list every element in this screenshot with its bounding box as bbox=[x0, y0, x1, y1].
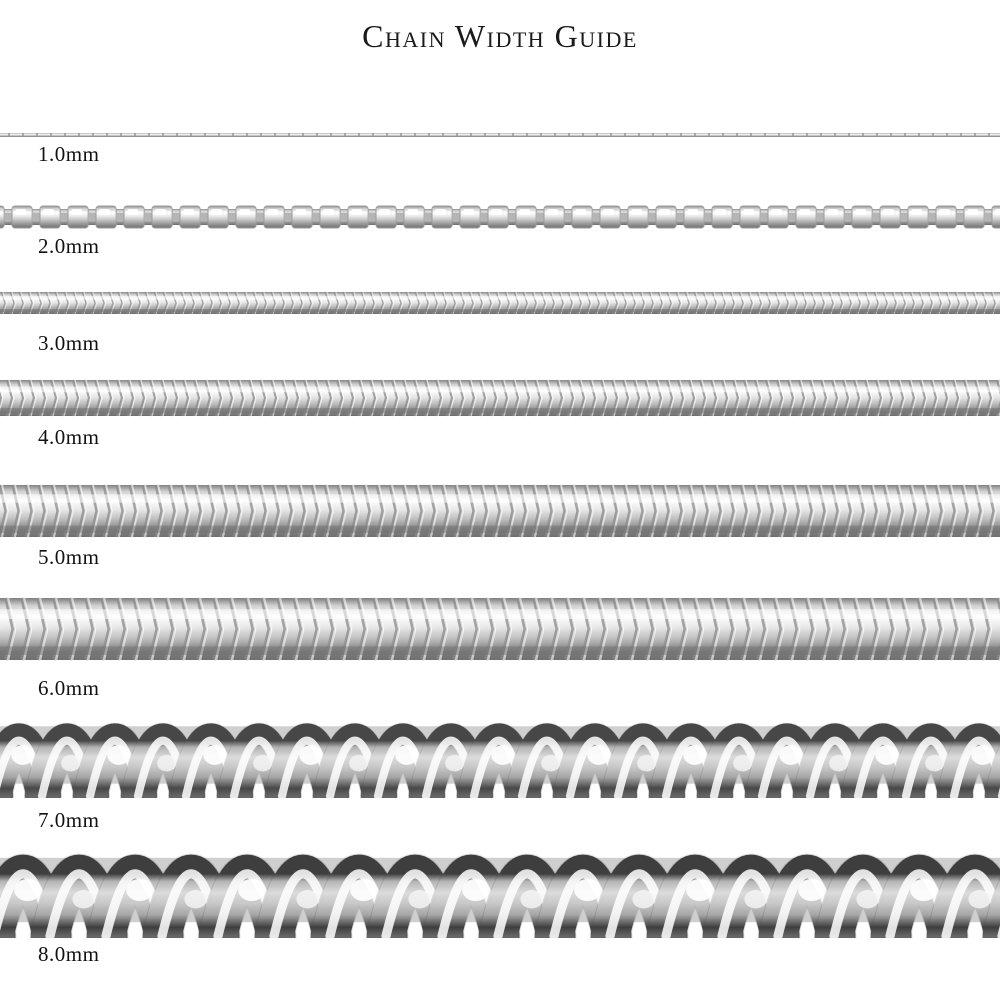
chain-width-label: 6.0mm bbox=[38, 676, 100, 700]
chain-image-3-0mm bbox=[0, 290, 1000, 316]
chain-image-7-0mm bbox=[0, 712, 1000, 798]
chain-image-1-0mm bbox=[0, 128, 1000, 140]
chain-width-label: 4.0mm bbox=[38, 425, 100, 449]
chain-image-6-0mm bbox=[0, 596, 1000, 662]
chain-image-2-0mm bbox=[0, 203, 1000, 231]
page-title: Chain Width Guide bbox=[362, 18, 638, 54]
chain-image-8-0mm bbox=[0, 842, 1000, 938]
chain-width-label: 2.0mm bbox=[38, 234, 100, 258]
chain-width-label: 5.0mm bbox=[38, 545, 100, 569]
chain-width-label: 3.0mm bbox=[38, 331, 100, 355]
chain-width-label: 7.0mm bbox=[38, 808, 100, 832]
chain-image-4-0mm bbox=[0, 378, 1000, 418]
chain-width-label: 8.0mm bbox=[38, 942, 100, 966]
chain-image-5-0mm bbox=[0, 483, 1000, 539]
chain-width-label: 1.0mm bbox=[38, 142, 100, 166]
